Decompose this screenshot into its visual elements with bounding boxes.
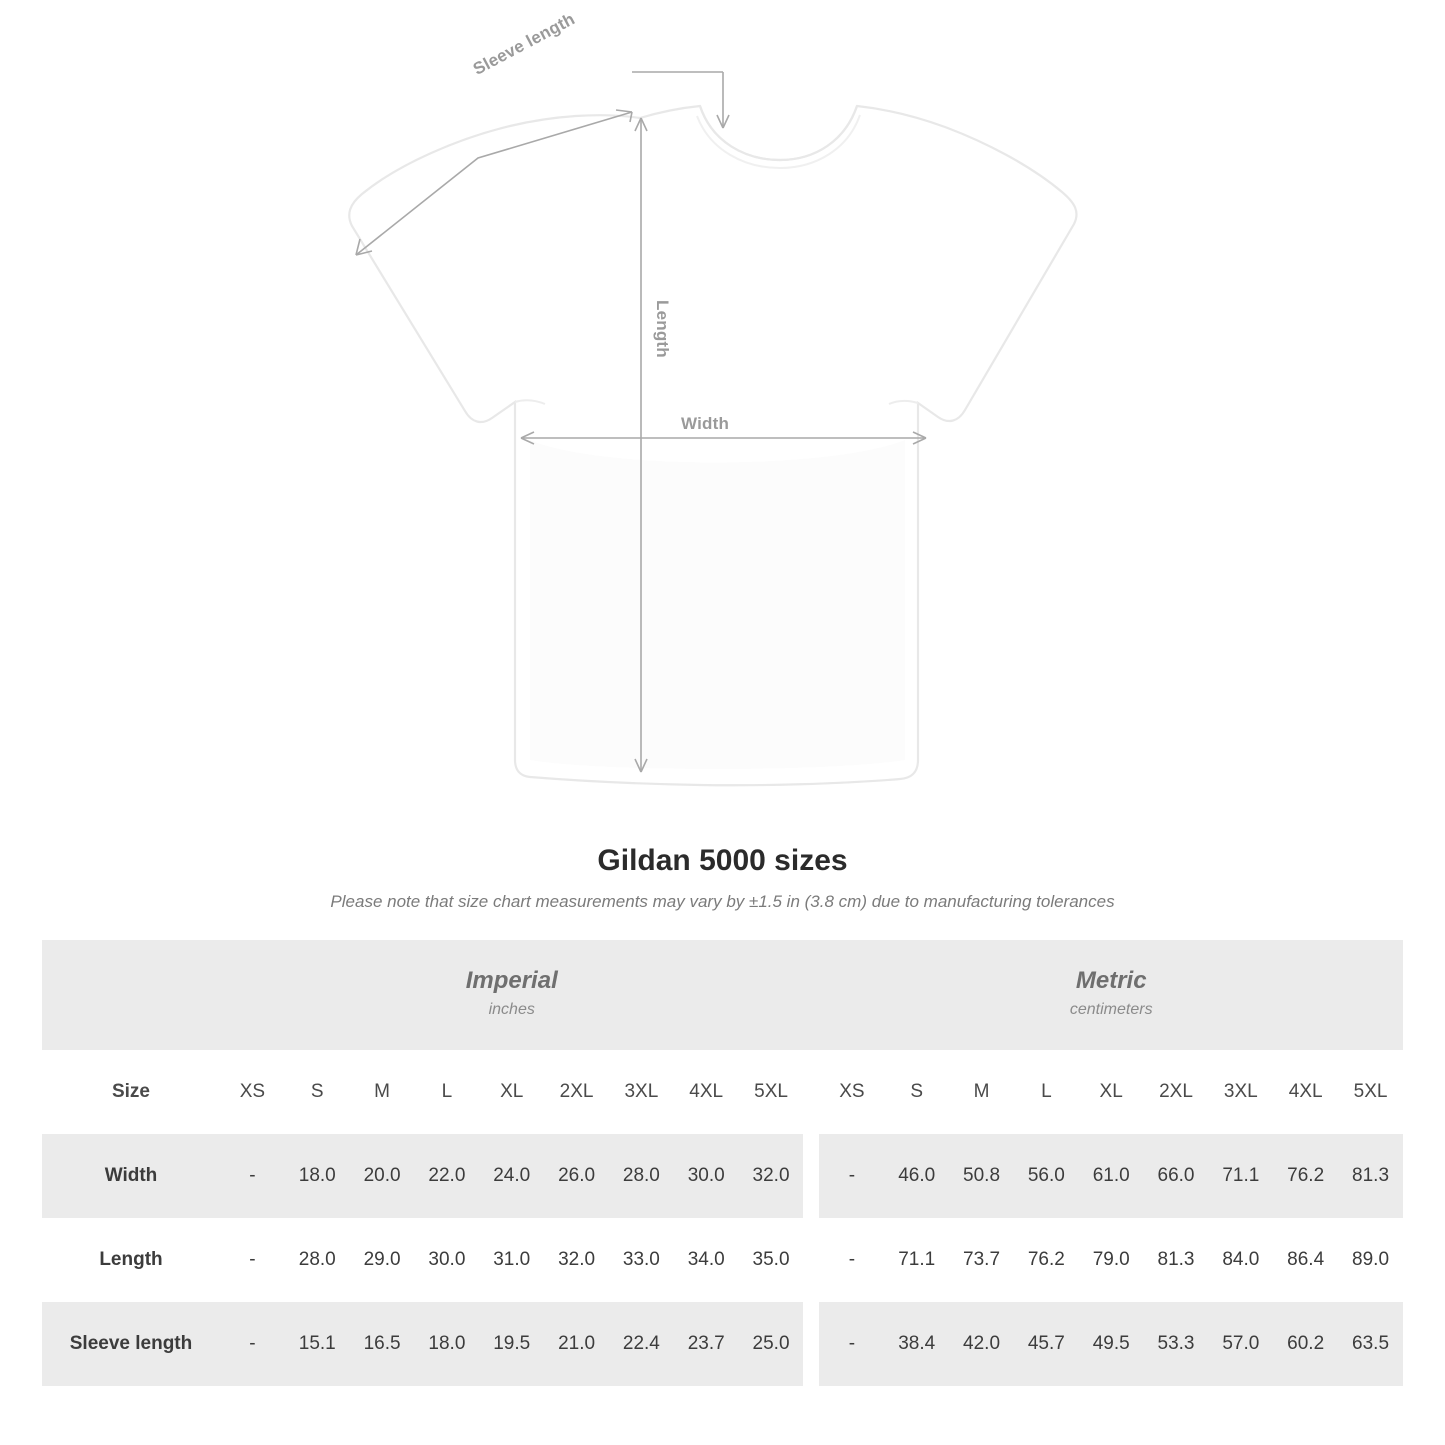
sleeve-imperial-l: 18.0 (414, 1302, 479, 1386)
length-metric-4xl: 86.4 (1273, 1218, 1338, 1302)
length-metric-xs: - (819, 1218, 884, 1302)
width-metric-s: 46.0 (884, 1134, 949, 1218)
page-title: Gildan 5000 sizes (597, 844, 848, 877)
size-imperial-l: L (414, 1050, 479, 1134)
width-imperial-3xl: 28.0 (609, 1134, 674, 1218)
imperial-header (220, 940, 803, 1050)
size-metric-4xl: 4XL (1273, 1050, 1338, 1134)
row-label-width: Width (42, 1134, 220, 1218)
imperial-system-label: Imperial (465, 967, 558, 995)
sleeve-metric-xl: 49.5 (1079, 1302, 1144, 1386)
sleeve-imperial-5xl: 25.0 (739, 1302, 804, 1386)
width-label: Width (681, 414, 730, 433)
length-imperial-5xl: 35.0 (739, 1218, 804, 1302)
size-imperial-xs: XS (220, 1050, 285, 1134)
width-imperial-5xl: 32.0 (739, 1134, 804, 1218)
size-header-gap (803, 1050, 819, 1134)
length-imperial-3xl: 33.0 (609, 1218, 674, 1302)
length-metric-3xl: 84.0 (1208, 1218, 1273, 1302)
width-metric-5xl: 81.3 (1338, 1134, 1403, 1218)
row-label-sleeve-length: Sleeve length (42, 1302, 220, 1386)
sleeve-imperial-2xl: 21.0 (544, 1302, 609, 1386)
width-imperial-4xl: 30.0 (674, 1134, 739, 1218)
table-row (42, 1218, 1403, 1302)
width-imperial-2xl: 26.0 (544, 1134, 609, 1218)
size-metric-s: S (884, 1050, 949, 1134)
length-imperial-xl: 31.0 (479, 1218, 544, 1302)
size-header-row (42, 1050, 1403, 1134)
length-imperial-xs: - (220, 1218, 285, 1302)
table-row (42, 1134, 1403, 1218)
metric-unit-label: centimeters (1069, 1001, 1153, 1019)
table-row (42, 1302, 1403, 1386)
width-imperial-xl: 24.0 (479, 1134, 544, 1218)
unit-header-row (42, 940, 1403, 1050)
width-metric-m: 50.8 (949, 1134, 1014, 1218)
size-metric-5xl: 5XL (1338, 1050, 1403, 1134)
width-imperial-l: 22.0 (414, 1134, 479, 1218)
size-row-label: Size (42, 1050, 220, 1134)
length-imperial-s: 28.0 (285, 1218, 350, 1302)
imperial-unit-label: inches (488, 1001, 535, 1019)
sleeve-imperial-s: 15.1 (285, 1302, 350, 1386)
length-metric-5xl: 89.0 (1338, 1218, 1403, 1302)
length-metric-s: 71.1 (884, 1218, 949, 1302)
metric-system-label: Metric (1075, 967, 1147, 995)
size-imperial-4xl: 4XL (674, 1050, 739, 1134)
size-imperial-s: S (285, 1050, 350, 1134)
sleeve-metric-l: 45.7 (1014, 1302, 1079, 1386)
length-imperial-4xl: 34.0 (674, 1218, 739, 1302)
width-imperial-xs: - (220, 1134, 285, 1218)
length-imperial-l: 30.0 (414, 1218, 479, 1302)
row-label-length: Length (42, 1218, 220, 1302)
sleeve-metric-3xl: 57.0 (1208, 1302, 1273, 1386)
sleeve-metric-4xl: 60.2 (1273, 1302, 1338, 1386)
width-metric-3xl: 71.1 (1208, 1134, 1273, 1218)
width-imperial-m: 20.0 (350, 1134, 415, 1218)
width-imperial-s: 18.0 (285, 1134, 350, 1218)
length-metric-2xl: 81.3 (1144, 1218, 1209, 1302)
size-metric-xl: XL (1079, 1050, 1144, 1134)
size-metric-m: M (949, 1050, 1014, 1134)
size-chart-table-wrap (42, 940, 1403, 1386)
width-metric-xl: 61.0 (1079, 1134, 1144, 1218)
width-metric-xs: - (819, 1134, 884, 1218)
length-label: Length (653, 300, 672, 358)
length-imperial-m: 29.0 (350, 1218, 415, 1302)
sleeve-imperial-m: 16.5 (350, 1302, 415, 1386)
size-metric-2xl: 2XL (1144, 1050, 1209, 1134)
size-chart-table (42, 940, 1403, 1386)
sleeve-imperial-xs: - (220, 1302, 285, 1386)
size-imperial-5xl: 5XL (739, 1050, 804, 1134)
sleeve-row-gap (803, 1302, 819, 1386)
size-imperial-2xl: 2XL (544, 1050, 609, 1134)
sleeve-imperial-xl: 19.5 (479, 1302, 544, 1386)
sleeve-metric-m: 42.0 (949, 1302, 1014, 1386)
sleeve-metric-xs: - (819, 1302, 884, 1386)
size-metric-xs: XS (819, 1050, 884, 1134)
length-imperial-2xl: 32.0 (544, 1218, 609, 1302)
size-imperial-3xl: 3XL (609, 1050, 674, 1134)
width-row-gap (803, 1134, 819, 1218)
unit-header-spacer (42, 940, 220, 1050)
size-imperial-xl: XL (479, 1050, 544, 1134)
length-metric-xl: 79.0 (1079, 1218, 1144, 1302)
sleeve-length-label: Sleeve length (470, 9, 578, 79)
width-metric-4xl: 76.2 (1273, 1134, 1338, 1218)
metric-header (819, 940, 1403, 1050)
length-row-gap (803, 1218, 819, 1302)
size-metric-3xl: 3XL (1208, 1050, 1273, 1134)
length-metric-m: 73.7 (949, 1218, 1014, 1302)
width-metric-l: 56.0 (1014, 1134, 1079, 1218)
sleeve-metric-2xl: 53.3 (1144, 1302, 1209, 1386)
length-metric-l: 76.2 (1014, 1218, 1079, 1302)
width-metric-2xl: 66.0 (1144, 1134, 1209, 1218)
title-block (0, 844, 1445, 912)
sleeve-metric-5xl: 63.5 (1338, 1302, 1403, 1386)
tolerance-note: Please note that size chart measurements may vary by ±1.5 in (3.8 cm) due to manufacturing tolerances (330, 892, 1115, 911)
unit-header-gap (803, 940, 819, 1050)
size-metric-l: L (1014, 1050, 1079, 1134)
sleeve-metric-s: 38.4 (884, 1302, 949, 1386)
sleeve-imperial-4xl: 23.7 (674, 1302, 739, 1386)
size-imperial-m: M (350, 1050, 415, 1134)
sleeve-imperial-3xl: 22.4 (609, 1302, 674, 1386)
